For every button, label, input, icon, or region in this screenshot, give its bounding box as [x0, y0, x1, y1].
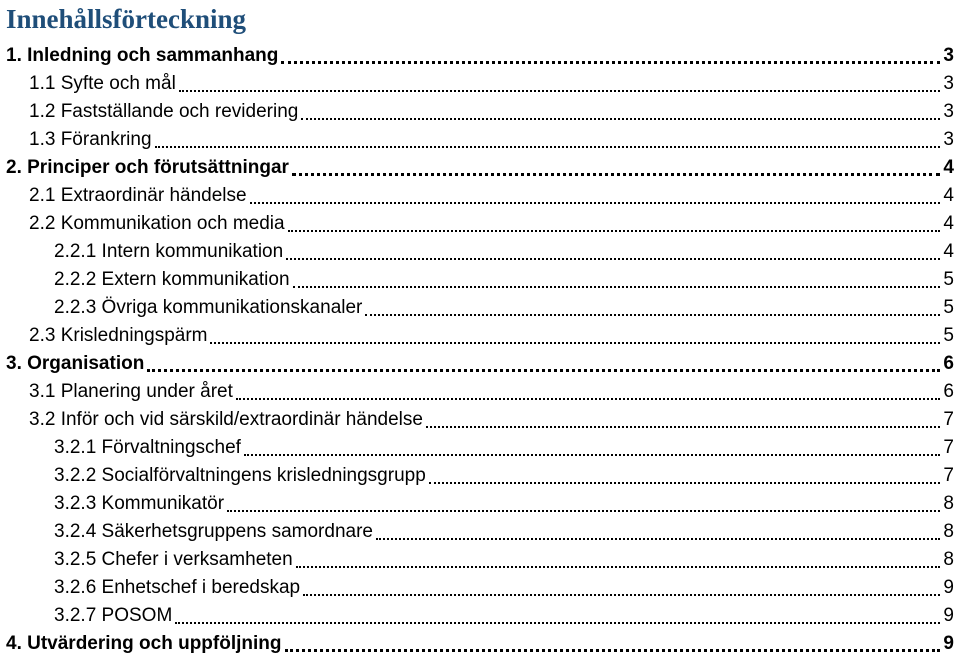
toc-entry[interactable] [0, 294, 960, 322]
toc-dot-leader [210, 341, 940, 344]
toc-dot-leader [288, 229, 941, 232]
toc-entry-label: 2. Principer och förutsättningar [6, 157, 289, 178]
toc-entry-label: 1.1 Syfte och mål [29, 73, 176, 94]
toc-entry[interactable] [0, 210, 960, 238]
toc-entry-page-number: 7 [943, 465, 954, 486]
toc-entry-page-number: 3 [943, 73, 954, 94]
toc-entry[interactable] [0, 462, 960, 490]
toc-dot-leader [365, 313, 940, 316]
toc-entry[interactable] [0, 378, 960, 406]
toc-entry-label: 3. Organisation [6, 353, 145, 374]
toc-entry[interactable] [0, 434, 960, 462]
toc-dot-leader [285, 648, 941, 652]
toc-list [0, 42, 960, 658]
toc-dot-leader [376, 537, 940, 540]
toc-entry[interactable] [0, 546, 960, 574]
toc-entry-label: 3.2.7 POSOM [54, 605, 173, 626]
toc-dot-leader [286, 257, 940, 260]
toc-entry[interactable] [0, 182, 960, 210]
toc-entry[interactable] [0, 154, 960, 182]
toc-dot-leader [236, 397, 941, 400]
toc-entry-page-number: 6 [943, 353, 954, 374]
toc-entry-page-number: 3 [943, 101, 954, 122]
toc-dot-leader [292, 172, 940, 176]
toc-entry[interactable] [0, 238, 960, 266]
toc-entry-page-number: 4 [943, 213, 954, 234]
toc-entry-page-number: 8 [943, 549, 954, 570]
toc-dot-leader [250, 201, 941, 204]
toc-dot-leader [301, 117, 940, 120]
toc-entry-label: 2.2 Kommunikation och media [29, 213, 285, 234]
toc-title: Innehållsförteckning [6, 4, 247, 34]
toc-dot-leader [227, 509, 940, 512]
toc-entry-label: 3.2.6 Enhetschef i beredskap [54, 577, 301, 598]
toc-entry-page-number: 3 [943, 45, 954, 66]
toc-entry-page-number: 5 [943, 325, 954, 346]
toc-entry-label: 3.2.3 Kommunikatör [54, 493, 225, 514]
toc-entry-page-number: 7 [943, 409, 954, 430]
toc-dot-leader [293, 285, 941, 288]
toc-dot-leader [429, 481, 941, 484]
toc-entry[interactable] [0, 518, 960, 546]
toc-entry-label: 3.1 Planering under året [29, 381, 233, 402]
toc-entry[interactable] [0, 574, 960, 602]
toc-entry-page-number: 4 [943, 185, 954, 206]
toc-entry-label: 3.2.2 Socialförvaltningens krisledningsgrupp [54, 465, 426, 486]
toc-entry[interactable] [0, 406, 960, 434]
toc-entry-page-number: 3 [943, 129, 954, 150]
toc-entry-page-number: 4 [943, 241, 954, 262]
toc-entry-page-number: 5 [943, 297, 954, 318]
toc-entry[interactable] [0, 126, 960, 154]
toc-entry-label: 2.2.2 Extern kommunikation [54, 269, 290, 290]
toc-entry[interactable] [0, 98, 960, 126]
toc-entry-label: 4. Utvärdering och uppföljning [6, 633, 282, 654]
toc-entry[interactable] [0, 322, 960, 350]
toc-dot-leader [155, 145, 941, 148]
toc-entry-label: 1.3 Förankring [29, 129, 152, 150]
toc-entry[interactable] [0, 490, 960, 518]
toc-dot-leader [281, 60, 940, 64]
toc-entry-page-number: 9 [943, 605, 954, 626]
toc-entry[interactable] [0, 350, 960, 378]
toc-entry[interactable] [0, 602, 960, 630]
toc-entry-page-number: 7 [943, 437, 954, 458]
toc-entry-label: 2.1 Extraordinär händelse [29, 185, 247, 206]
toc-entry[interactable] [0, 42, 960, 70]
toc-entry-label: 3.2.1 Förvaltningschef [54, 437, 241, 458]
toc-entry-label: 2.2.3 Övriga kommunikationskanaler [54, 297, 363, 318]
toc-entry-label: 1. Inledning och sammanhang [6, 45, 279, 66]
toc-entry-page-number: 4 [943, 157, 954, 178]
toc-entry-page-number: 8 [943, 521, 954, 542]
toc-dot-leader [147, 368, 940, 372]
toc-dot-leader [296, 565, 941, 568]
toc-entry-page-number: 9 [943, 633, 954, 654]
toc-entry-label: 2.2.1 Intern kommunikation [54, 241, 284, 262]
toc-dot-leader [244, 453, 940, 456]
toc-entry-page-number: 8 [943, 493, 954, 514]
toc-entry-label: 3.2.5 Chefer i verksamheten [54, 549, 293, 570]
toc-entry-page-number: 5 [943, 269, 954, 290]
toc-dot-leader [175, 621, 940, 624]
toc-entry-page-number: 6 [943, 381, 954, 402]
toc-entry-label: 1.2 Fastställande och revidering [29, 101, 299, 122]
toc-dot-leader [179, 89, 941, 92]
toc-entry-page-number: 9 [943, 577, 954, 598]
toc-entry-label: 2.3 Krisledningspärm [29, 325, 208, 346]
toc-entry[interactable] [0, 630, 960, 658]
toc-entry[interactable] [0, 70, 960, 98]
toc-dot-leader [303, 593, 940, 596]
toc-entry-label: 3.2 Inför och vid särskild/extraordinär händelse [29, 409, 423, 430]
toc-entry[interactable] [0, 266, 960, 294]
toc-entry-label: 3.2.4 Säkerhetsgruppens samordnare [54, 521, 373, 542]
toc-dot-leader [426, 425, 940, 428]
